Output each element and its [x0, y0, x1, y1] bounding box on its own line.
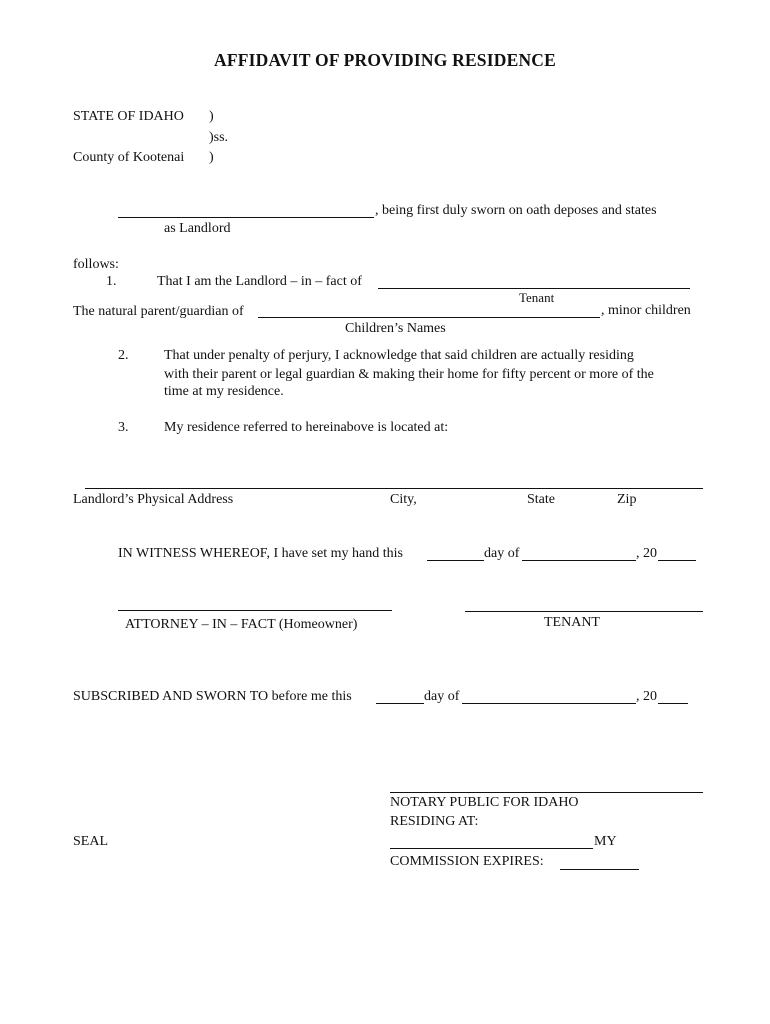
tenant-signature-line[interactable]	[465, 611, 703, 612]
my-label: MY	[594, 834, 617, 849]
venue-ss: )ss.	[209, 130, 229, 145]
subscribed-year-line[interactable]	[658, 703, 688, 704]
item-3-number: 3.	[118, 420, 129, 435]
address-physical-label: Landlord’s Physical Address	[73, 492, 234, 507]
attorney-signature-line[interactable]	[118, 610, 392, 611]
item-1-number: 1.	[106, 274, 117, 289]
tenant-name-line[interactable]	[378, 288, 690, 289]
children-names-line[interactable]	[258, 317, 600, 318]
address-state-label: State	[527, 492, 555, 507]
parent-guardian-label: The natural parent/guardian of	[73, 304, 244, 319]
follows-text: follows:	[73, 257, 119, 272]
tenant-caption: Tenant	[519, 290, 555, 305]
landlord-name-line[interactable]	[118, 217, 374, 218]
witness-day-line[interactable]	[427, 560, 484, 561]
witness-month-line[interactable]	[522, 560, 636, 561]
document-title: AFFIDAVIT OF PROVIDING RESIDENCE	[213, 50, 557, 70]
item-2-line-1: That under penalty of perjury, I acknowledge that said children are actually residing	[164, 348, 634, 363]
witness-day-of: day of	[484, 546, 520, 561]
item-2-line-3: time at my residence.	[164, 384, 284, 399]
witness-year-label: , 20	[636, 546, 657, 561]
venue-county: County of Kootenai	[73, 150, 185, 165]
witness-year-line[interactable]	[658, 560, 696, 561]
commission-expires-line[interactable]	[560, 869, 639, 870]
address-city-label: City,	[390, 492, 417, 507]
commission-expires-label: COMMISSION EXPIRES:	[390, 854, 544, 869]
children-names-caption: Children’s Names	[345, 321, 446, 336]
landlord-caption: as Landlord	[164, 221, 231, 236]
notary-signature-line[interactable]	[390, 792, 703, 793]
item-2-number: 2.	[118, 348, 129, 363]
witness-text: IN WITNESS WHEREOF, I have set my hand this	[118, 546, 403, 561]
sworn-text: , being first duly sworn on oath deposes and states	[375, 203, 657, 218]
residing-at-label: RESIDING AT:	[390, 814, 479, 829]
address-line[interactable]	[85, 488, 703, 489]
subscribed-year-label: , 20	[636, 689, 657, 704]
venue-state: STATE OF IDAHO	[73, 109, 184, 124]
subscribed-month-line[interactable]	[462, 703, 636, 704]
notary-public-label: NOTARY PUBLIC FOR IDAHO	[390, 795, 579, 810]
residing-at-line[interactable]	[390, 848, 593, 849]
subscribed-text: SUBSCRIBED AND SWORN TO before me this	[73, 689, 352, 704]
item-2-line-2: with their parent or legal guardian & making their home for fifty percent or more of the	[164, 367, 654, 382]
address-zip-label: Zip	[617, 492, 637, 507]
seal-label: SEAL	[73, 834, 108, 849]
tenant-label: TENANT	[544, 615, 600, 630]
venue-paren-2: )	[209, 150, 214, 165]
venue-paren-1: )	[209, 109, 214, 124]
attorney-label: ATTORNEY – IN – FACT (Homeowner)	[125, 617, 358, 632]
item-1-text: That I am the Landlord – in – fact of	[157, 274, 362, 289]
minor-children-text: , minor children	[601, 303, 691, 318]
subscribed-day-line[interactable]	[376, 703, 424, 704]
subscribed-day-of: day of	[424, 689, 460, 704]
item-3-text: My residence referred to hereinabove is located at:	[164, 420, 449, 435]
